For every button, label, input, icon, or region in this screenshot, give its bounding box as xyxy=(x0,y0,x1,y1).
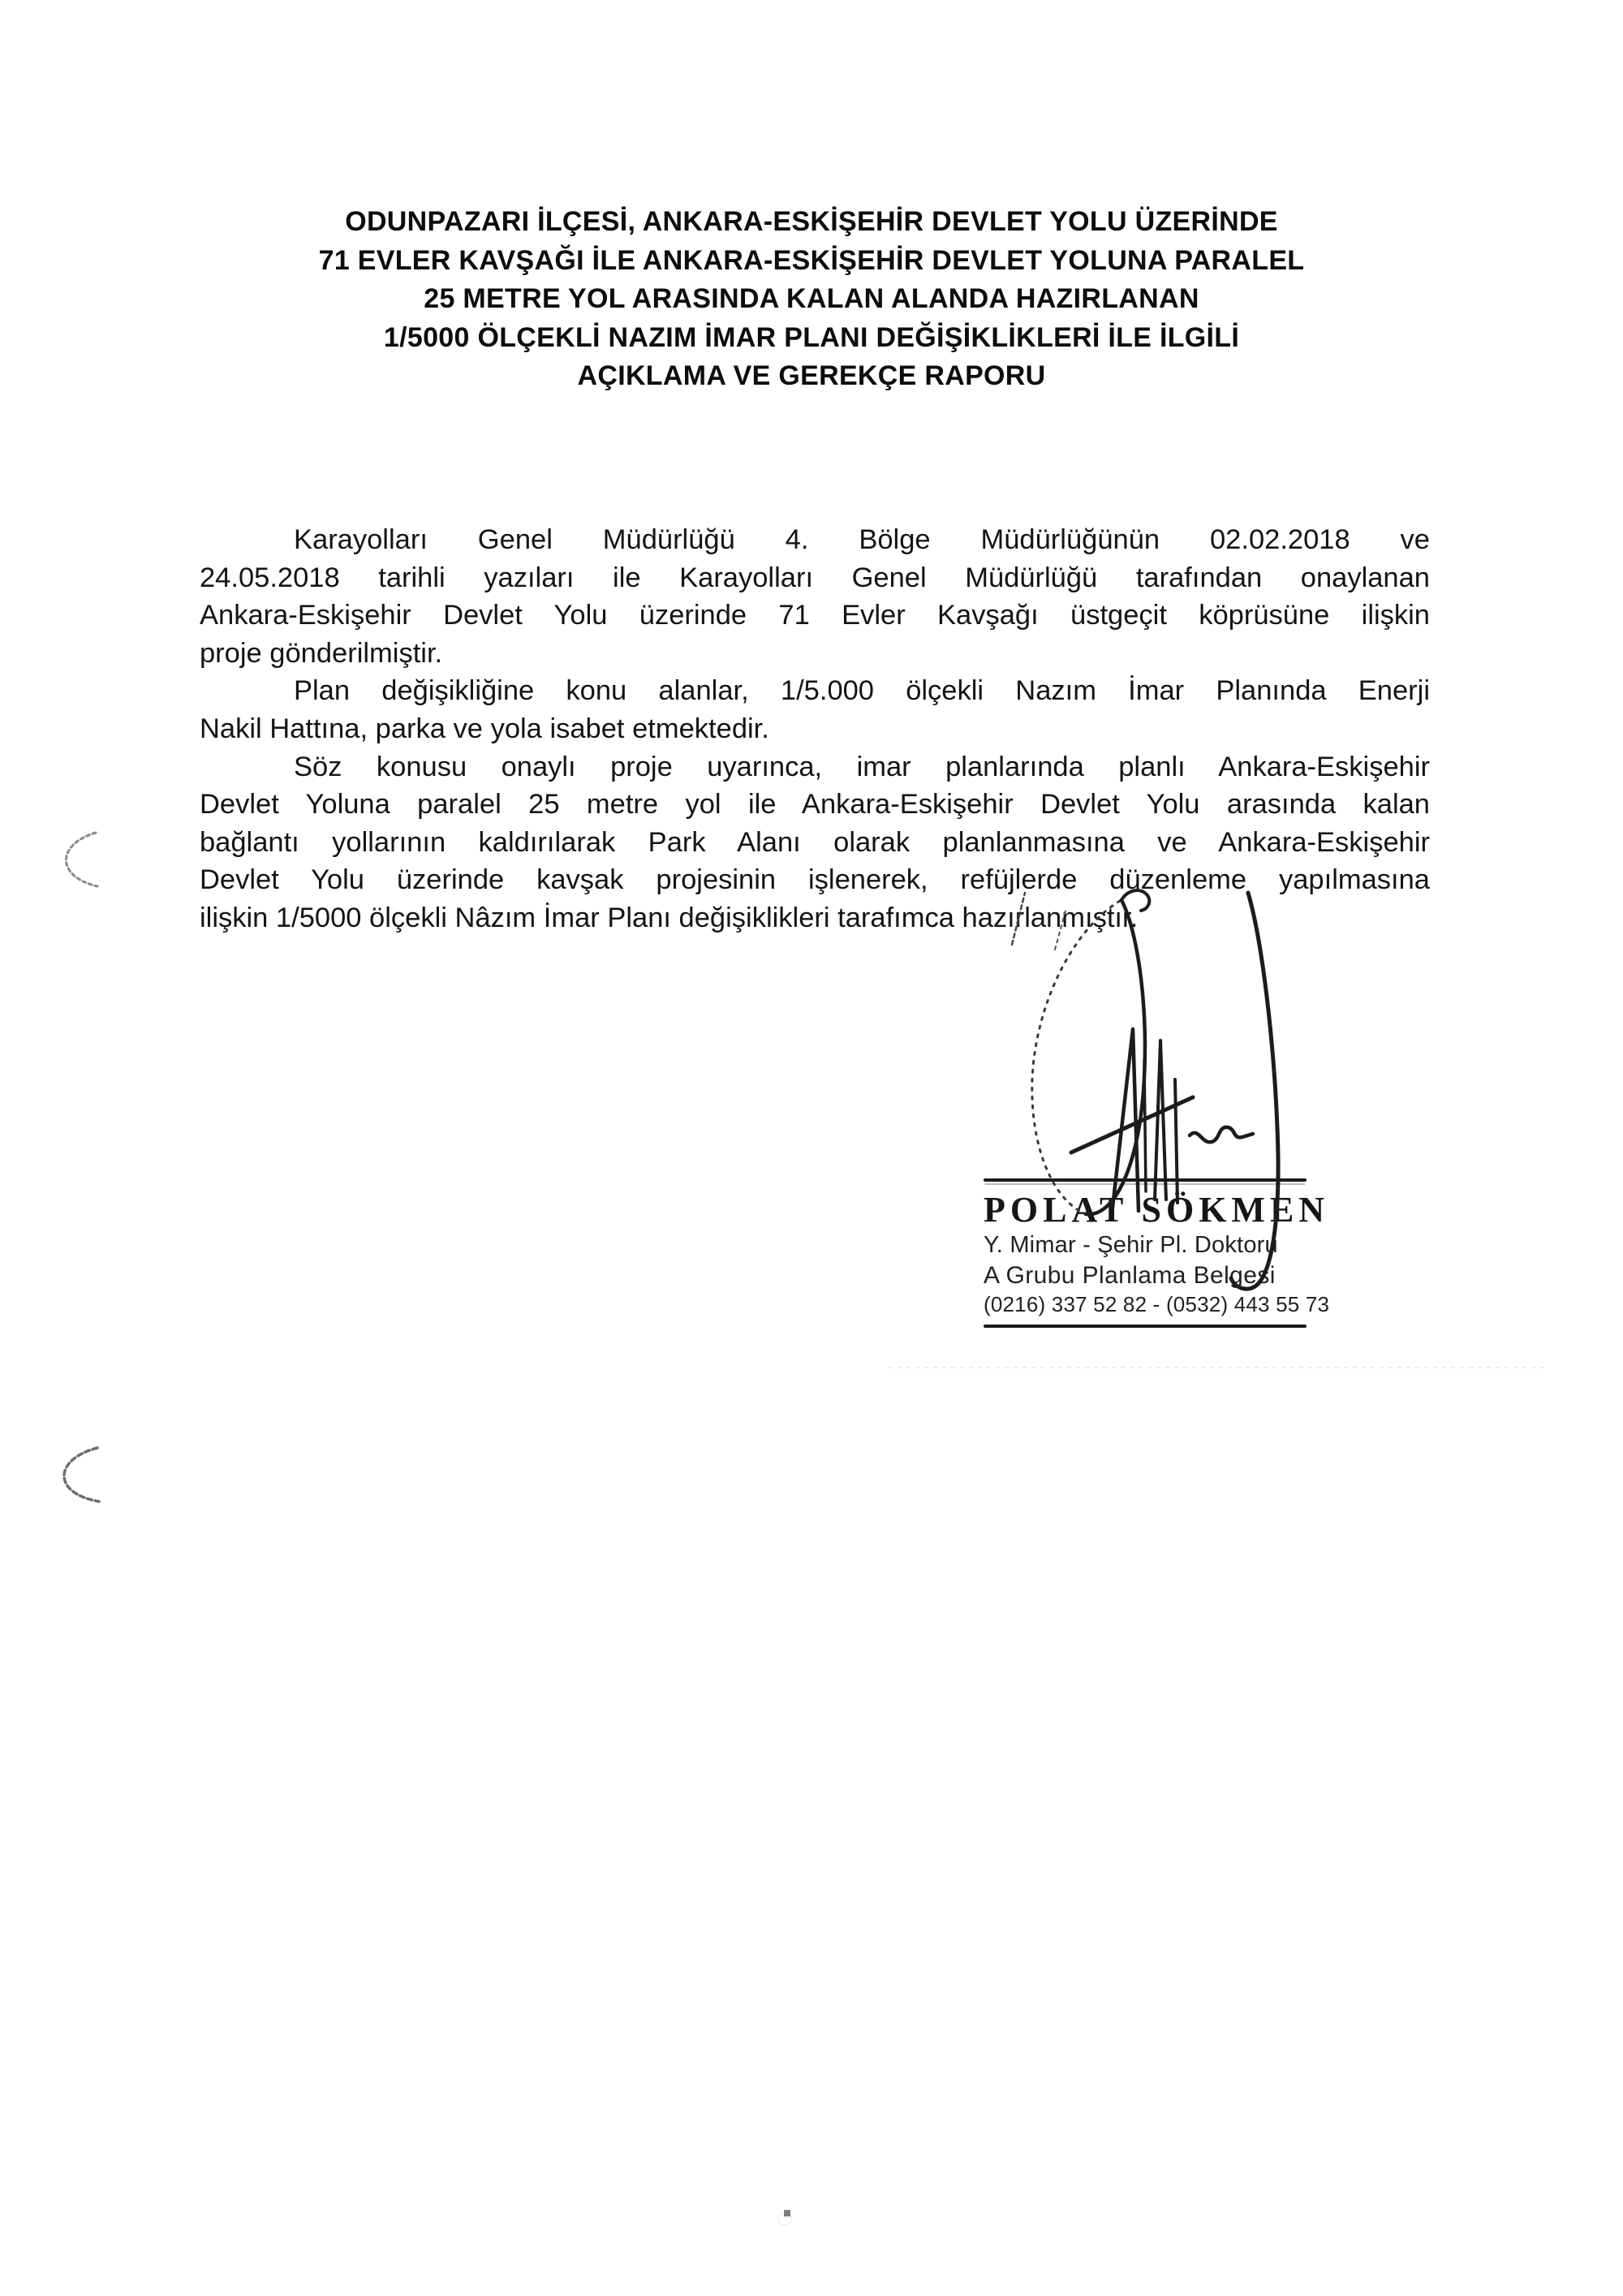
body-line: 24.05.2018 tarihli yazıları ile Karayolları Genel Müdürlüğü tarafından onaylanan xyxy=(200,562,1430,593)
stamp-top-rule xyxy=(984,1178,1307,1182)
body-line: ilişkin 1/5000 ölçekli Nâzım İmar Planı değişiklikleri tarafımca hazırlanmıştır. xyxy=(200,902,1139,933)
paragraph-2 xyxy=(200,672,1430,747)
title-line-2: 71 EVLER KAVŞAĞI İLE ANKARA-ESKİŞEHİR DEVLET YOLUNA PARALEL xyxy=(318,244,1305,276)
title-line-1: ODUNPAZARI İLÇESİ, ANKARA-ESKİŞEHİR DEVLET YOLU ÜZERİNDE xyxy=(345,206,1278,237)
stamp-bottom-rule xyxy=(984,1325,1307,1328)
body-line: bağlantı yollarının kaldırılarak Park Alanı olarak planlanmasına ve Ankara-Eskişehir xyxy=(200,826,1430,858)
body-line: Devlet Yolu üzerinde kavşak projesinin işlenerek, refüjlerde düzenleme yapılmasına xyxy=(200,864,1430,896)
document-title xyxy=(195,203,1428,396)
stamp-profession: Y. Mimar - Şehir Pl. Doktoru xyxy=(984,1232,1278,1258)
stamp-name: POLAT SÖKMEN xyxy=(984,1190,1330,1230)
body-line: Söz konusu onaylı proje uyarınca, imar planlarında planlı Ankara-Eskişehir xyxy=(294,751,1430,782)
paragraph-1 xyxy=(200,521,1430,672)
stamp-certificate: A Grubu Planlama Belgesi xyxy=(984,1262,1276,1289)
body-line: Plan değişikliğine konu alanlar, 1/5.000 ölçekli Nazım İmar Planında Enerji xyxy=(294,675,1430,707)
stamp-phone: (0216) 337 52 82 - (0532) 443 55 73 xyxy=(984,1292,1330,1316)
body-line: Nakil Hattına, parka ve yola isabet etmektedir. xyxy=(200,713,769,744)
body-line: proje gönderilmiştir. xyxy=(200,637,443,669)
scan-streak xyxy=(889,1367,1546,1368)
punch-hole-mark-top xyxy=(67,833,98,886)
scan-speck xyxy=(784,2210,790,2216)
title-line-3: 25 METRE YOL ARASINDA KALAN ALANDA HAZIRLANAN xyxy=(424,283,1199,314)
body-line: Karayolları Genel Müdürlüğü 4. Bölge Müdürlüğünün 02.02.2018 ve xyxy=(294,524,1430,555)
document-body xyxy=(200,521,1430,937)
paragraph-3 xyxy=(200,748,1430,937)
body-line: Devlet Yoluna paralel 25 metre yol ile Ankara-Eskişehir Devlet Yolu arasında kalan xyxy=(200,789,1430,821)
approval-stamp xyxy=(984,1178,1330,1328)
title-line-4: 1/5000 ÖLÇEKLİ NAZIM İMAR PLANI DEĞİŞİKLİKLERİ İLE İLGİLİ xyxy=(383,321,1240,353)
punch-hole-mark-bottom xyxy=(64,1448,99,1501)
title-line-5: AÇIKLAMA VE GEREKÇE RAPORU xyxy=(577,360,1046,391)
body-line: Ankara-Eskişehir Devlet Yolu üzerinde 71 Evler Kavşağı üstgeçit köprüsüne ilişkin xyxy=(200,600,1430,631)
